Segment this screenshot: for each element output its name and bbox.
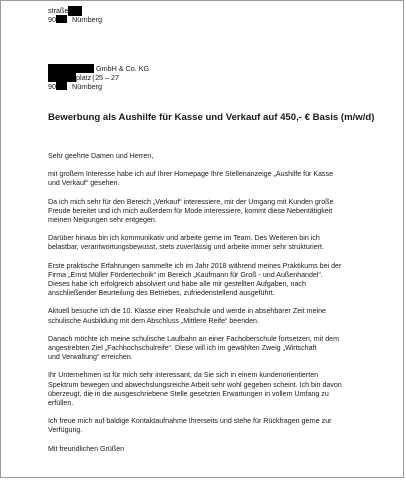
sender-zip: 90 [48, 15, 56, 24]
recipient-address [48, 64, 149, 91]
paragraph-line: und Verwaltung“ erreichen. [48, 353, 133, 362]
sender-street-line [48, 6, 102, 15]
paragraph-line: Firma „Ernst Müller Fördertechnik“ im Bereich „Kaufmann für Groß - und Außenhandel“. [48, 270, 323, 279]
sender-city-line [48, 15, 102, 24]
redaction-block [48, 73, 76, 82]
paragraph-line: erfüllen. [48, 399, 74, 408]
paragraph-line: Darüber hinaus bin ich kommunikativ und arbeite gerne im Team. Des Weiteren bin ich [48, 234, 320, 243]
recipient-city: Nürnberg [72, 82, 102, 91]
body-paragraph [48, 371, 396, 408]
body-paragraph [48, 170, 396, 188]
sender-street: straße [48, 6, 69, 15]
paragraph-line: und Verkauf“ gesehen. [48, 179, 120, 188]
paragraph-line: meinen Neigungen sehr entgegen. [48, 216, 157, 225]
recipient-street: platz [76, 73, 92, 82]
body-paragraph [48, 262, 396, 299]
paragraph-line: schulische Ausbildung mit dem Abschluss „Mittlere Reife“ beenden. [48, 316, 259, 325]
body-paragraph [48, 307, 396, 325]
paragraph-line: Freude bereitet und ich mich außerdem für Mode interessiere, kommt diese Nebentätigkeit [48, 206, 333, 215]
paragraph-line: belastbar, verantwortungsbewusst, stets zuverlässig und arbeite immer sehr strukturiert. [48, 243, 324, 252]
recipient-zip: 90 [48, 82, 56, 91]
paragraph-line: Ich freue mich auf baldige Kontaktaufnahme Ihrerseits und stehe für Rückfragen gerne zur [48, 417, 332, 426]
body-paragraph [48, 335, 396, 363]
recipient-street-number: 25 – 27 [95, 73, 120, 82]
letter-subject: Bewerbung als Aushilfe für Kasse und Verkauf auf 450,- € Basis (m/w/d) [48, 112, 375, 123]
paragraph-line: Spektrum bewegen und abwechslungsreiche Arbeit sehr wohl gegeben scheint. Ich bin davon [48, 380, 342, 389]
sender-address [48, 6, 102, 24]
paragraph-line: Da ich mich sehr für den Bereich „Verkauf“ interessiere, mir der Umgang mit Kunden große [48, 197, 334, 206]
recipient-company: GmbH & Co. KG [96, 64, 150, 73]
paragraph-line: Verfügung. [48, 426, 83, 435]
paragraph-line: überzeugt, die in die ausgeschriebene Stelle gesetzten Erwartungen in vollem Umfang zu [48, 389, 329, 398]
paragraph-line: Erste praktische Erfahrungen sammelte ich im Jahr 2018 während meines Praktikums bei der [48, 261, 342, 270]
paragraph-line: anschließender Beurteilung des Betriebes, zufriedenstellend ausgeführt. [48, 289, 275, 298]
paragraph-line: Aktuell besuche ich die 10. Klasse einer Realschule und werde in absehbarer Zeit meine [48, 307, 327, 316]
body-paragraph [48, 417, 396, 435]
recipient-street-line: platz | 25 – 27 [48, 73, 149, 82]
paragraph-line: Dieses habe ich erfolgreich absolviert und habe alle mir gestellten Aufgaben, nach [48, 280, 306, 289]
redaction-block [48, 64, 94, 73]
paragraph-line: Danach möchte ich meine schulische Laufbahn an einer Fachoberschule fortsetzen, mit dem [48, 334, 340, 343]
recipient-company-line [48, 64, 149, 73]
sender-city: Nürnberg [72, 15, 102, 24]
letter-body [48, 152, 396, 454]
body-paragraph [48, 234, 396, 252]
body-paragraph [48, 198, 396, 226]
paragraph-line: mit großem Interesse habe ich auf Ihrer Homepage Ihre Stellenanzeige „Aushilfe für Kasse [48, 170, 334, 179]
salutation: Sehr geehrte Damen und Herren, [48, 152, 154, 160]
redaction-block [56, 15, 67, 23]
paragraphs [48, 170, 396, 444]
paragraph-line: Ihr Unternehmen ist für mich sehr interessant, da Sie sich in einem kundenorientierten [48, 371, 319, 380]
redaction-block [56, 82, 67, 90]
closing: Mit freundlichen Grüßen [48, 444, 125, 453]
paragraph-line: angestrebten Ziel „Fachhochschulreife“. Diese will ich im gewählten Zweig „Wirtschaft [48, 344, 317, 353]
recipient-city-line [48, 82, 149, 91]
